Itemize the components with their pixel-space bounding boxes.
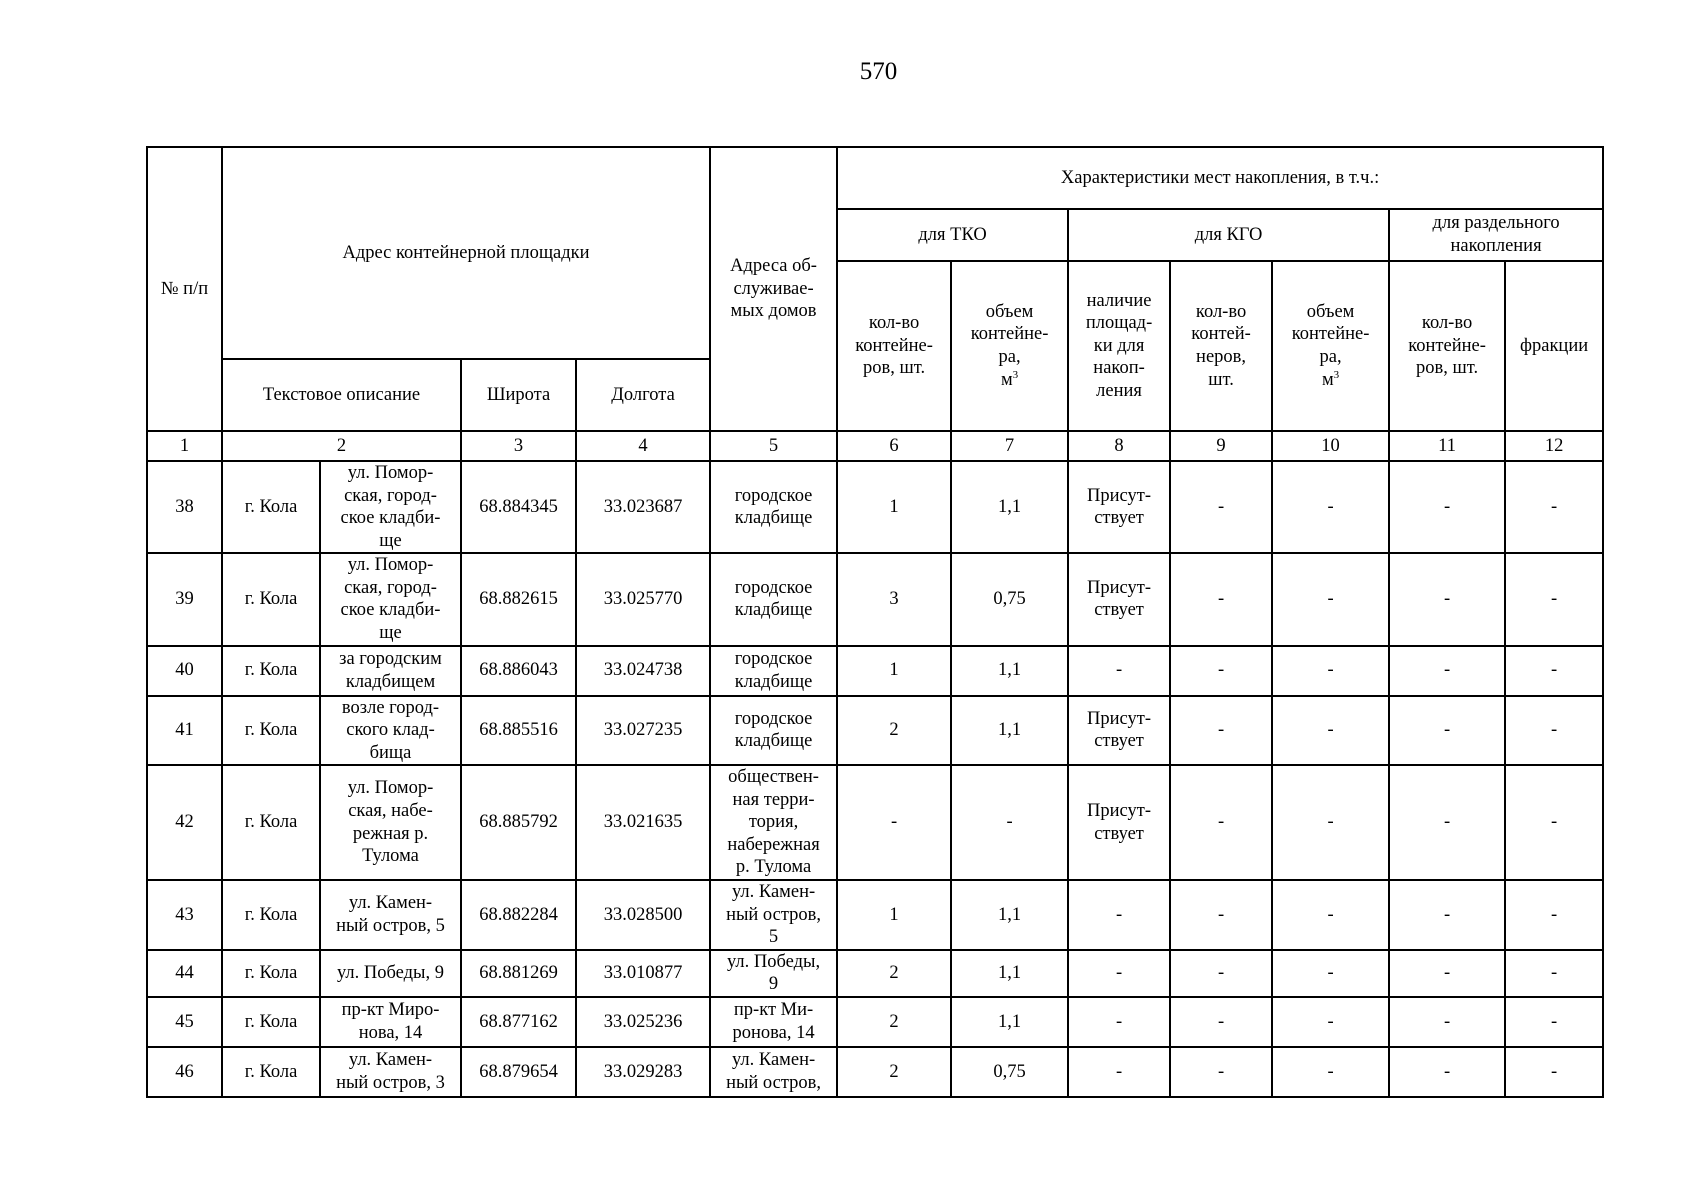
city: г. Кола xyxy=(222,696,320,766)
city: г. Кола xyxy=(222,553,320,645)
kgo-site xyxy=(1068,646,1170,696)
served-houses-line: р. Тулома xyxy=(735,857,812,878)
column-number-row xyxy=(147,431,1603,461)
header-line: кол-во xyxy=(1421,313,1473,334)
separate-count: - xyxy=(1389,765,1505,880)
header-longitude: Долгота xyxy=(576,359,710,431)
text-description-line: возле город- xyxy=(341,697,440,718)
kgo-site-line: - xyxy=(1115,660,1123,681)
unit-m: м xyxy=(1000,369,1013,390)
fractions: - xyxy=(1505,696,1603,766)
kgo-site xyxy=(1068,765,1170,880)
table-row xyxy=(147,997,1603,1047)
kgo-site-line: Присут- xyxy=(1087,485,1152,506)
header-separate-line: для раздельного xyxy=(1432,213,1560,234)
tko-count: 1 xyxy=(837,646,951,696)
header-latitude: Широта xyxy=(461,359,576,431)
header-served-line: мых домов xyxy=(730,301,817,322)
served-houses-line: 9 xyxy=(768,974,779,995)
fractions: - xyxy=(1505,646,1603,696)
latitude: 68.881269 xyxy=(461,950,576,997)
kgo-volume: - xyxy=(1272,880,1389,950)
tko-volume: 1,1 xyxy=(951,880,1068,950)
served-houses xyxy=(710,696,837,766)
text-description-line: ская, город- xyxy=(344,577,437,598)
kgo-site-line: Присут- xyxy=(1087,577,1152,598)
column-number: 3 xyxy=(461,431,576,461)
tko-count: 1 xyxy=(837,880,951,950)
column-number: 1 xyxy=(147,431,222,461)
header-tko-volume xyxy=(951,261,1068,431)
header-served-line: служивае- xyxy=(733,278,814,299)
text-description xyxy=(320,461,461,553)
header-characteristics: Характеристики мест накопления, в т.ч.: xyxy=(837,147,1603,209)
kgo-site-line: ствует xyxy=(1094,600,1144,621)
kgo-site-line: ствует xyxy=(1094,731,1144,752)
text-description-line: ское кладби- xyxy=(340,508,441,529)
longitude: 33.021635 xyxy=(576,765,710,880)
served-houses xyxy=(710,765,837,880)
served-houses-line: кладбище xyxy=(734,731,813,752)
header-line: контейне- xyxy=(1291,324,1370,345)
kgo-count: - xyxy=(1170,696,1272,766)
kgo-count: - xyxy=(1170,461,1272,553)
fractions: - xyxy=(1505,1047,1603,1097)
latitude: 68.882284 xyxy=(461,880,576,950)
tko-count: 2 xyxy=(837,950,951,997)
served-houses-line: ный остров, xyxy=(726,904,822,925)
served-houses-line: набережная xyxy=(727,834,820,855)
header-line: наличие xyxy=(1086,290,1152,311)
served-houses-line: ронова, 14 xyxy=(732,1022,815,1043)
served-houses-line: кладбище xyxy=(734,600,813,621)
text-description-line: ул. Помор- xyxy=(347,555,434,576)
header-line: ра, xyxy=(998,347,1021,367)
header-address: Адрес контейнерной площадки xyxy=(222,147,710,359)
served-houses xyxy=(710,553,837,645)
header-text-description: Текстовое описание xyxy=(222,359,461,431)
header-tko: для ТКО xyxy=(837,209,1068,261)
served-houses-line: кладбище xyxy=(734,508,813,529)
served-houses-line: ул. Камен- xyxy=(731,882,816,902)
row-number: 41 xyxy=(147,696,222,766)
served-houses-line: ная терри- xyxy=(732,789,815,810)
kgo-volume: - xyxy=(1272,461,1389,553)
kgo-site xyxy=(1068,461,1170,553)
table-row xyxy=(147,765,1603,880)
table-row xyxy=(147,553,1603,645)
kgo-site xyxy=(1068,696,1170,766)
kgo-volume: - xyxy=(1272,553,1389,645)
separate-count: - xyxy=(1389,646,1505,696)
header-line: площад- xyxy=(1085,313,1153,334)
served-houses-line: ул. Победы, xyxy=(726,951,821,972)
tko-count: 2 xyxy=(837,696,951,766)
separate-count: - xyxy=(1389,461,1505,553)
text-description-line: ул. Помор- xyxy=(347,463,434,483)
kgo-site xyxy=(1068,553,1170,645)
header-line: объем xyxy=(985,301,1034,322)
tko-volume: 0,75 xyxy=(951,553,1068,645)
tko-volume: 1,1 xyxy=(951,997,1068,1047)
kgo-site-line: Присут- xyxy=(1087,801,1152,822)
header-kgo: для КГО xyxy=(1068,209,1389,261)
column-number: 2 xyxy=(222,431,461,461)
served-houses-line: обществен- xyxy=(728,767,819,788)
separate-count: - xyxy=(1389,880,1505,950)
container-sites-table xyxy=(146,146,1604,1098)
kgo-site xyxy=(1068,1047,1170,1097)
column-number: 9 xyxy=(1170,431,1272,461)
kgo-volume: - xyxy=(1272,950,1389,997)
column-number: 5 xyxy=(710,431,837,461)
city: г. Кола xyxy=(222,646,320,696)
kgo-count: - xyxy=(1170,765,1272,880)
served-houses-line: 5 xyxy=(768,927,779,948)
served-houses xyxy=(710,950,837,997)
header-line: контей- xyxy=(1191,324,1251,345)
served-houses-line: тория, xyxy=(748,812,799,833)
served-houses xyxy=(710,997,837,1047)
row-number: 46 xyxy=(147,1047,222,1097)
tko-count: 2 xyxy=(837,997,951,1047)
text-description-line: ского клад- xyxy=(346,720,435,741)
tko-volume: 1,1 xyxy=(951,950,1068,997)
text-description xyxy=(320,880,461,950)
kgo-site-line: Присут- xyxy=(1087,708,1152,729)
city: г. Кола xyxy=(222,997,320,1047)
city: г. Кола xyxy=(222,1047,320,1097)
tko-volume: - xyxy=(951,765,1068,880)
text-description-line: нова, 14 xyxy=(358,1022,423,1043)
served-houses xyxy=(710,461,837,553)
row-number: 45 xyxy=(147,997,222,1047)
tko-count: 2 xyxy=(837,1047,951,1097)
header-served-houses xyxy=(710,147,837,431)
kgo-volume: - xyxy=(1272,997,1389,1047)
latitude: 68.879654 xyxy=(461,1047,576,1097)
header-separate-line: накопления xyxy=(1450,236,1542,256)
city: г. Кола xyxy=(222,765,320,880)
column-number: 7 xyxy=(951,431,1068,461)
fractions: - xyxy=(1505,461,1603,553)
header-line xyxy=(956,369,1063,392)
header-line: ра, xyxy=(1319,347,1342,367)
longitude: 33.023687 xyxy=(576,461,710,553)
tko-volume: 1,1 xyxy=(951,646,1068,696)
served-houses-line: городское xyxy=(734,648,813,669)
latitude: 68.877162 xyxy=(461,997,576,1047)
header-line: ров, шт. xyxy=(863,358,926,379)
header-line: неров, xyxy=(1196,347,1247,367)
text-description xyxy=(320,1047,461,1097)
text-description-line: кладбищем xyxy=(345,671,436,692)
fractions: - xyxy=(1505,997,1603,1047)
text-description-line: ская, набе- xyxy=(348,801,433,822)
kgo-site-line: ствует xyxy=(1094,823,1144,844)
longitude: 33.029283 xyxy=(576,1047,710,1097)
header-line: накоп- xyxy=(1093,358,1145,379)
table-row xyxy=(147,461,1603,553)
latitude: 68.886043 xyxy=(461,646,576,696)
kgo-count: - xyxy=(1170,880,1272,950)
header-line: ления xyxy=(1096,380,1142,401)
served-houses xyxy=(710,1047,837,1097)
tko-volume: 1,1 xyxy=(951,696,1068,766)
text-description-line: бища xyxy=(369,742,412,763)
tko-volume: 1,1 xyxy=(951,461,1068,553)
kgo-count: - xyxy=(1170,646,1272,696)
served-houses xyxy=(710,880,837,950)
kgo-site-line: - xyxy=(1115,1061,1123,1082)
kgo-count: - xyxy=(1170,553,1272,645)
served-houses-line: городское xyxy=(734,485,813,506)
column-number: 4 xyxy=(576,431,710,461)
latitude: 68.885516 xyxy=(461,696,576,766)
header-tko-count xyxy=(837,261,951,431)
text-description-line: ская, город- xyxy=(344,485,437,506)
table-row xyxy=(147,696,1603,766)
kgo-count: - xyxy=(1170,1047,1272,1097)
header-served-line: Адреса об- xyxy=(730,256,817,277)
separate-count: - xyxy=(1389,1047,1505,1097)
city: г. Кола xyxy=(222,880,320,950)
served-houses-line: ул. Камен- xyxy=(731,1050,816,1071)
page-number: 570 xyxy=(859,58,898,85)
column-number: 10 xyxy=(1272,431,1389,461)
header-line: ки для xyxy=(1093,335,1145,356)
city: г. Кола xyxy=(222,950,320,997)
served-houses-line: кладбище xyxy=(734,671,813,692)
column-number: 12 xyxy=(1505,431,1603,461)
longitude: 33.010877 xyxy=(576,950,710,997)
header-separate-count xyxy=(1389,261,1505,431)
separate-count: - xyxy=(1389,997,1505,1047)
longitude: 33.027235 xyxy=(576,696,710,766)
header-line xyxy=(1277,369,1384,392)
text-description-line: режная р. xyxy=(352,823,429,844)
text-description-line: ул. Камен- xyxy=(348,893,433,914)
header-line: кол-во xyxy=(868,313,920,334)
text-description-line: ул. Камен- xyxy=(348,1050,433,1071)
served-houses-line: городское xyxy=(734,708,813,729)
kgo-volume: - xyxy=(1272,696,1389,766)
kgo-count: - xyxy=(1170,997,1272,1047)
text-description-line: ул. Помор- xyxy=(347,778,434,799)
header-kgo-volume xyxy=(1272,261,1389,431)
latitude: 68.882615 xyxy=(461,553,576,645)
text-description-line: пр-кт Миро- xyxy=(341,1000,440,1021)
served-houses xyxy=(710,646,837,696)
row-number: 44 xyxy=(147,950,222,997)
fractions: - xyxy=(1505,880,1603,950)
row-number: 38 xyxy=(147,461,222,553)
tko-volume: 0,75 xyxy=(951,1047,1068,1097)
kgo-site-line: - xyxy=(1115,962,1123,983)
text-description-line: ское кладби- xyxy=(340,600,441,621)
kgo-volume: - xyxy=(1272,646,1389,696)
tko-count: 3 xyxy=(837,553,951,645)
header-kgo-site xyxy=(1068,261,1170,431)
table-row xyxy=(147,646,1603,696)
kgo-site xyxy=(1068,950,1170,997)
column-number: 8 xyxy=(1068,431,1170,461)
longitude: 33.025236 xyxy=(576,997,710,1047)
row-number: 43 xyxy=(147,880,222,950)
kgo-site-line: ствует xyxy=(1094,508,1144,529)
kgo-count: - xyxy=(1170,950,1272,997)
separate-count: - xyxy=(1389,553,1505,645)
text-description-line: ще xyxy=(379,530,402,551)
kgo-site-line: - xyxy=(1115,904,1123,925)
unit-sup: 3 xyxy=(1012,368,1019,381)
unit-m: м xyxy=(1321,369,1334,390)
column-number: 11 xyxy=(1389,431,1505,461)
fractions: - xyxy=(1505,553,1603,645)
header-kgo-count xyxy=(1170,261,1272,431)
longitude: 33.024738 xyxy=(576,646,710,696)
separate-count: - xyxy=(1389,696,1505,766)
text-description xyxy=(320,997,461,1047)
header-fractions: фракции xyxy=(1505,261,1603,431)
text-description-line: ный остров, 3 xyxy=(336,1072,445,1093)
kgo-site xyxy=(1068,880,1170,950)
text-description xyxy=(320,765,461,880)
kgo-site xyxy=(1068,997,1170,1047)
header-separate xyxy=(1389,209,1603,261)
latitude: 68.885792 xyxy=(461,765,576,880)
fractions: - xyxy=(1505,765,1603,880)
kgo-volume: - xyxy=(1272,1047,1389,1097)
tko-count: - xyxy=(837,765,951,880)
header-line: контейне- xyxy=(855,335,933,356)
served-houses-line: ный остров, xyxy=(726,1072,822,1093)
text-description-line: ный остров, 5 xyxy=(336,915,445,936)
row-number: 42 xyxy=(147,765,222,880)
latitude: 68.884345 xyxy=(461,461,576,553)
table-row xyxy=(147,1047,1603,1097)
column-number: 6 xyxy=(837,431,951,461)
header-line: объем xyxy=(1306,301,1355,322)
text-description xyxy=(320,646,461,696)
header-line: контейне- xyxy=(1408,335,1486,356)
text-description xyxy=(320,950,461,997)
text-description xyxy=(320,696,461,766)
text-description-line: ул. Победы, 9 xyxy=(336,962,444,983)
header-line: кол-во xyxy=(1195,301,1247,322)
separate-count: - xyxy=(1389,950,1505,997)
unit-sup: 3 xyxy=(1333,368,1340,381)
header-line: шт. xyxy=(1208,369,1234,390)
header-num: № п/п xyxy=(147,147,222,431)
longitude: 33.025770 xyxy=(576,553,710,645)
served-houses-line: городское xyxy=(734,577,813,598)
kgo-site-line: - xyxy=(1115,1011,1123,1032)
tko-count: 1 xyxy=(837,461,951,553)
row-number: 40 xyxy=(147,646,222,696)
kgo-volume: - xyxy=(1272,765,1389,880)
header-line: контейне- xyxy=(970,324,1049,345)
longitude: 33.028500 xyxy=(576,880,710,950)
header-line: ров, шт. xyxy=(1416,358,1479,379)
fractions: - xyxy=(1505,950,1603,997)
text-description-line: за городским xyxy=(339,648,442,669)
text-description-line: ще xyxy=(379,622,402,643)
table-row xyxy=(147,950,1603,997)
served-houses-line: пр-кт Ми- xyxy=(733,1000,814,1021)
text-description xyxy=(320,553,461,645)
city: г. Кола xyxy=(222,461,320,553)
table-row xyxy=(147,880,1603,950)
text-description-line: Тулома xyxy=(362,846,419,867)
row-number: 39 xyxy=(147,553,222,645)
